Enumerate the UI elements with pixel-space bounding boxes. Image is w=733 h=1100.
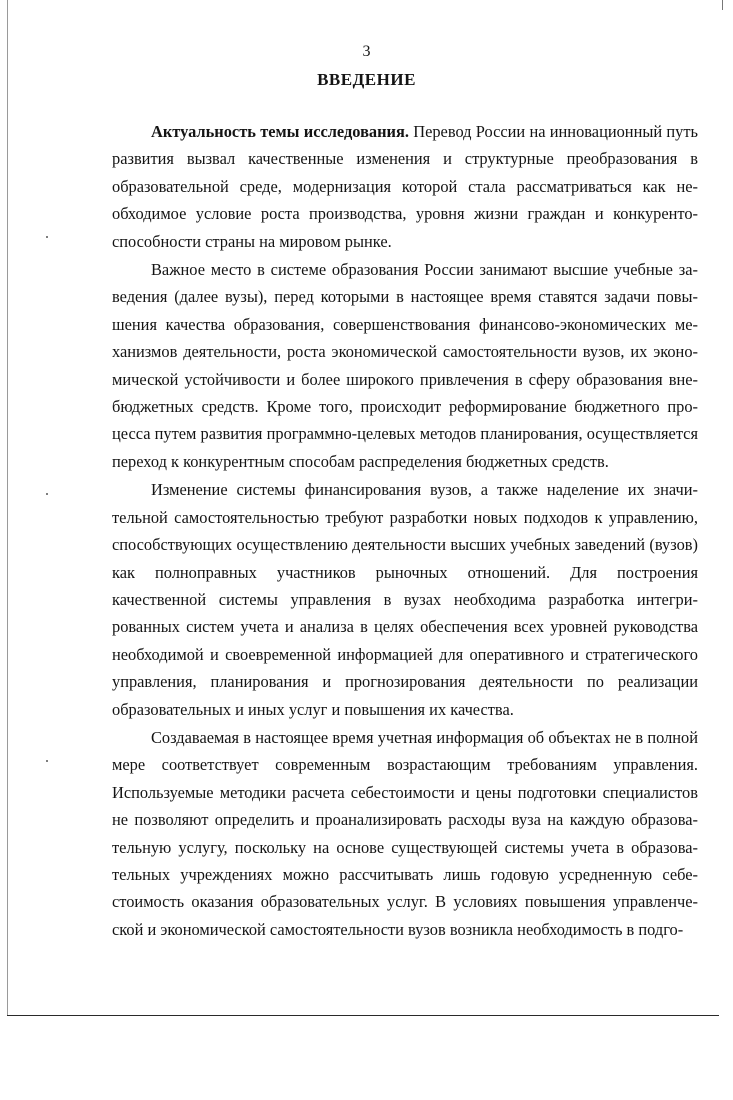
paragraph-accounting (112, 724, 698, 943)
scan-corner-mark (722, 0, 723, 10)
paragraph-universities (112, 256, 698, 475)
body-text (112, 118, 698, 943)
paragraph-text: Важное место в системе образования России занимают высшие учебные заведения (далее вузы), перед которыми в настоящее время ставятся задачи повышения качества образования, совершенствования финансово-экономических механизмов деятельности, роста экономической самостоятельности вузов, их экономической устойчивости и более широкого привлечения в сферу образования внебюджетных средств. Кроме того, происходит реформирование бюджетного процесса путем развития программно-целевых методов планирования, осуществляется переход к конкурентным способам распределения бюджетных средств. (112, 260, 698, 471)
section-heading: ВВЕДЕНИЕ (317, 70, 416, 89)
scan-left-edge (7, 0, 8, 1016)
paragraph-lead: Актуальность темы исследования. (151, 122, 409, 141)
paragraph-relevance (112, 118, 698, 255)
scan-bottom-edge (7, 1015, 719, 1016)
paragraph-financing (112, 476, 698, 723)
paragraph-text: Перевод России на инновационный путь развития вызвал качественные изменения и структурные преобразования в образовательной среде, модернизация которой стала рассматриваться как необходимое условие роста производства, уровня жизни граждан и конкурентоспособности страны на мировом рынке. (112, 122, 698, 251)
margin-mark (46, 760, 48, 762)
paragraph-text: Изменение системы финансирования вузов, а также наделение их значительной самостоятельностью требуют разработки новых подходов к управлению, способствующих осуществлению деятельности высших учебных заведений (вузов) как полноправных участников рыночных отношений. Для построения качественной системы управления в вузах необходима разработка интегрированных систем учета и анализа в целях обеспечения всех уровней руководства необходимой и своевременной информацией для оперативного и стратегического управления, планирования и прогнозирования деятельности по реализации образовательных и иных услуг и повышения их качества. (112, 480, 698, 719)
paragraph-text: Создаваемая в настоящее время учетная информация об объектах не в полной мере соответствует современным возрастающим требованиям управления. Используемые методики расчета себестоимости и цены подготовки специалистов не позволяют определить и проанализировать расходы вуза на каждую образовательную услугу, поскольку на основе существующей системы учета в образовательных учреждениях можно рассчитывать лишь годовую усредненную себестоимость оказания образовательных услуг. В условиях повышения управленческой и экономической самостоятельности вузов возникла необходимость в подго- (112, 727, 698, 939)
margin-mark (46, 236, 48, 238)
page-number: 3 (362, 43, 371, 60)
margin-mark (46, 493, 48, 495)
